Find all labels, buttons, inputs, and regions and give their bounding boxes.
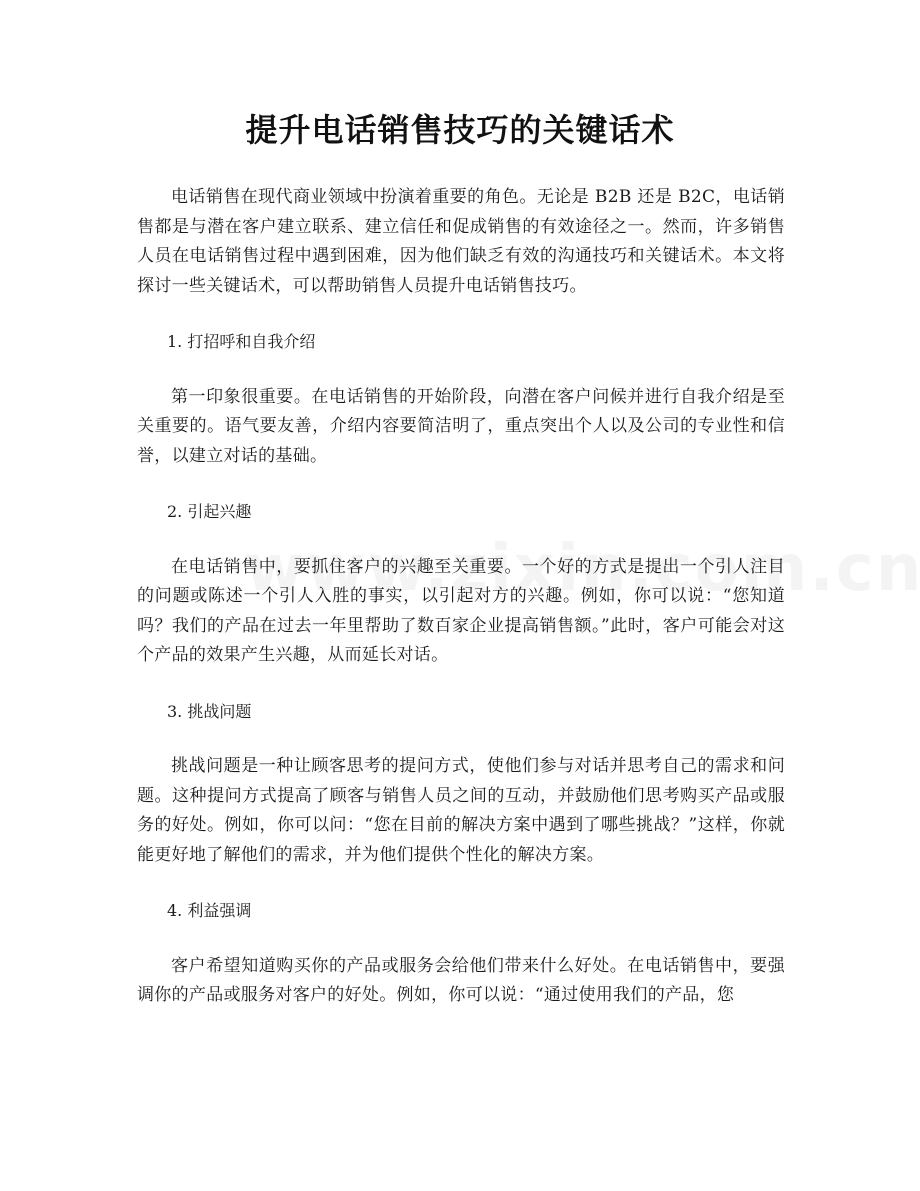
section-paragraph-challenge: 挑战问题是一种让顾客思考的提问方式，使他们参与对话并思考自己的需求和问题。这种提问方式提高了顾客与销售人员之间的互动，并鼓励他们思考购买产品或服务的好处。例如，你可以问：“您在目前的解决方案中遇到了哪些挑战？”这样，你就能更好地了解他们的需求，并为他们提供个性化的解决方案。 xyxy=(137,756,785,865)
section-heading-interest: 2. 引起兴趣 xyxy=(167,502,252,521)
document-body xyxy=(137,183,785,1037)
section-paragraph-benefits: 客户希望知道购买你的产品或服务会给他们带来什么好处。在电话销售中，要强调你的产品或服务对客户的好处。例如，你可以说：“通过使用我们的产品，您 xyxy=(137,955,785,1005)
section-heading-challenge: 3. 挑战问题 xyxy=(167,701,252,721)
section-paragraph-greeting: 第一印象很重要。在电话销售的开始阶段，向潜在客户问候并进行自我介绍是至关重要的。语气要友善，介绍内容要简洁明了，重点突出个人以及公司的专业性和信誉，以建立对话的基础。 xyxy=(137,386,785,466)
section-heading-benefits: 4. 利益强调 xyxy=(167,901,252,920)
section-paragraph-interest: 在电话销售中，要抓住客户的兴趣至关重要。一个好的方式是提出一个引人注目的问题或陈述一个引人入胜的事实，以引起对方的兴趣。例如，你可以说：“您知道吗？我们的产品在过去一年里帮助了数百家企业提高销售额。”此时，客户可能会对这个产品的效果产生兴趣，从而延长对话。 xyxy=(137,556,785,665)
intro-paragraph: 电话销售在现代商业领域中扮演着重要的角色。无论是 B2B 还是 B2C，电话销售都是与潜在客户建立联系、建立信任和促成销售的有效途径之一。然而，许多销售人员在电话销售过程中遇到困难，因为他们缺乏有效的沟通技巧和关键话术。本文将探讨一些关键话术，可以帮助销售人员提升电话销售技巧。 xyxy=(137,187,785,296)
document-title: 提升电话销售技巧的关键话术 xyxy=(245,111,675,149)
section-heading-greeting: 1. 打招呼和自我介绍 xyxy=(167,332,316,351)
